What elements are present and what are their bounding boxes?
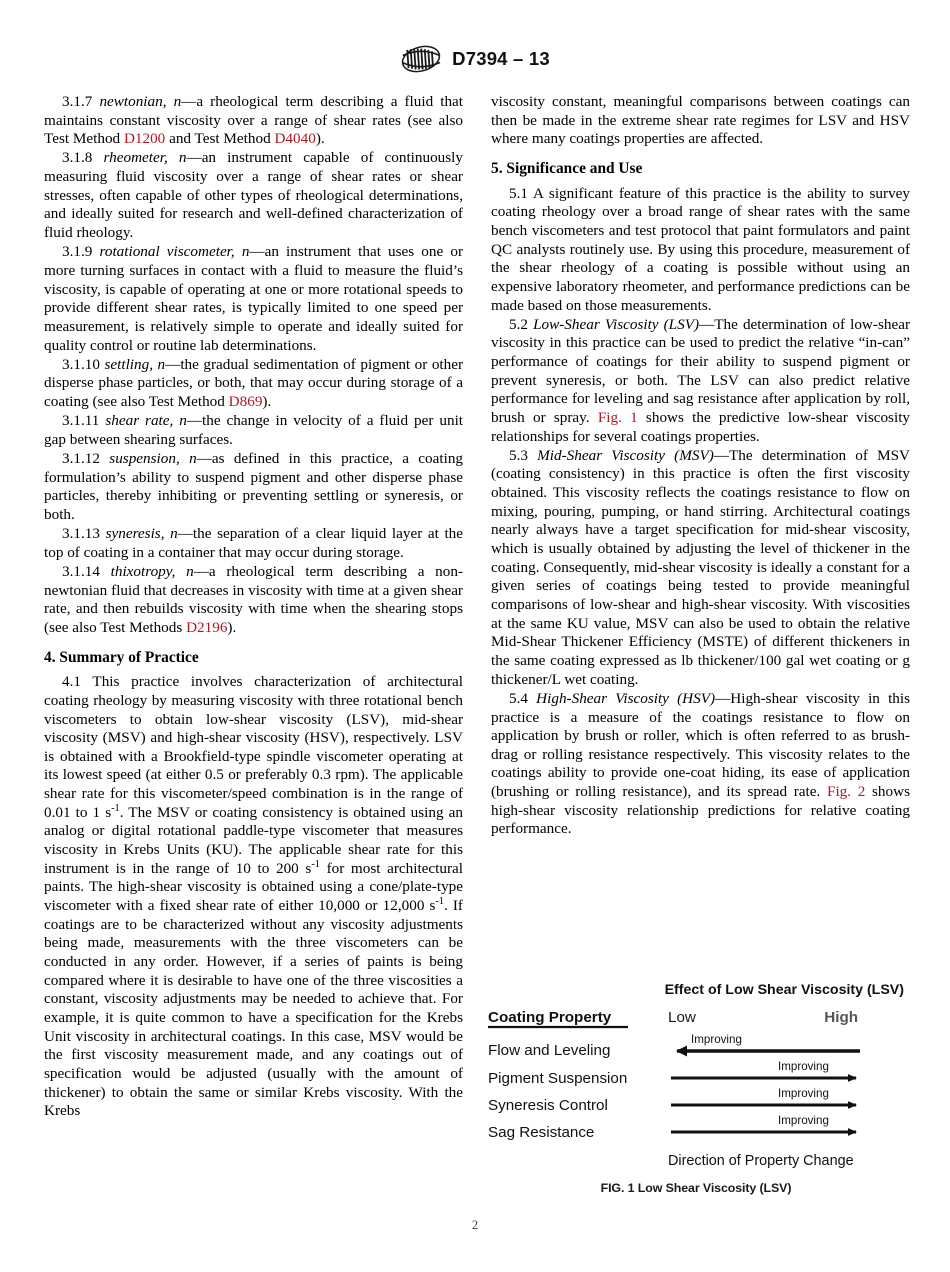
para-number: 3.1.11 — [62, 412, 100, 430]
defined-term: thixotropy, n — [110, 562, 194, 580]
para-number: 5.2 — [509, 315, 528, 333]
astm-logo-icon — [400, 44, 442, 74]
row-arrow-label-1: Improving — [778, 1060, 829, 1073]
defined-term: newtonian, n — [99, 93, 182, 110]
figure-column-header: Coating Property — [488, 1009, 612, 1026]
defined-term: settling, n — [104, 355, 166, 373]
superscript-exponent: -1 — [435, 896, 445, 907]
figure-1 — [486, 975, 906, 1195]
row-label-2: Syneresis Control — [488, 1097, 608, 1114]
figure-footer-label: Direction of Property Change — [668, 1153, 854, 1169]
axis-high-label: High — [824, 1009, 858, 1026]
standard-ref-link[interactable]: D4040 — [274, 130, 316, 148]
figure-title: Effect of Low Shear Viscosity (LSV) — [664, 982, 904, 998]
para-text: —an instrument that uses one or more turning surfaces in contact with a fluid to measure the fluid’s viscosity, is capable of operating at one or more rotational speeds to provide different shear rates, is typically limited to one speed per measurement, is relatively simple to operate and ideally suited for quality control or routine lab determinations. — [44, 243, 464, 354]
para-number: 3.1.9 — [62, 243, 93, 261]
paragraph-3-1-14 — [44, 563, 463, 638]
section-heading-4: 4. Summary of Practice — [44, 648, 199, 666]
lsv-diagram — [486, 975, 906, 1175]
row-label-0: Flow and Leveling — [488, 1042, 611, 1059]
paragraph-continuation: viscosity constant, meaningful comparisons between coatings can then be made in the extreme shear rate regimes for LSV and HSV where many coatings properties are affected. — [491, 93, 910, 148]
paragraph-5-3 — [491, 447, 910, 690]
para-number: 5.1 — [509, 184, 528, 202]
defined-term: Mid-Shear Viscosity (MSV) — [537, 446, 714, 464]
section-heading-5: 5. Significance and Use — [491, 159, 643, 177]
defined-term: shear rate, n — [105, 412, 187, 430]
para-text: shows high-shear viscosity relationship predictions for relative coating performance. — [491, 783, 910, 838]
right-column — [491, 93, 910, 1121]
figure-ref-link[interactable]: Fig. 2 — [827, 783, 866, 801]
para-text: ). — [262, 393, 272, 410]
paragraph-3-1-7 — [44, 93, 463, 149]
para-text: shows the predictive low-shear viscosity relationships for several coatings properties. — [491, 409, 911, 445]
defined-term: syneresis, n — [105, 525, 178, 543]
para-text: —the gradual sedimentation of pigment or other disperse phase particles, or both, that may occur during storage of a coating (see also Test Method — [44, 355, 464, 410]
para-text: —High-shear viscosity in this practice is a measure of the coatings resistance to flow on application by brush or roller, which is often referred to as brush-drag or rolling resistance respectively. This viscosity relates to the coatings ability to provide one-coat hiding, its ease of application (brushing or rolling resistance), and its spread rate. — [491, 689, 911, 801]
superscript-exponent: -1 — [311, 858, 320, 870]
standard-ref-link[interactable]: D2196 — [186, 618, 228, 636]
page-number: 2 — [471, 1218, 479, 1232]
para-text: —The determination of low-shear viscosity in this practice can be used to predict the relative “in-can” performance of coatings for their ability to suspend pigment or prevent syneresis, or both. The LSV can also predict relative performance for leveling and sag resistance after application by roll, brush or spray. — [491, 315, 911, 426]
paragraph-4-1 — [44, 673, 463, 1121]
para-number: 3.1.14 — [62, 562, 100, 580]
paragraph-3-1-12 — [44, 450, 463, 525]
figure-caption: FIG. 1 Low Shear Viscosity (LSV) — [600, 1181, 792, 1195]
paragraph-3-1-9 — [44, 243, 463, 355]
para-text: ). — [315, 130, 325, 148]
para-number: 3.1.13 — [62, 525, 100, 543]
para-text: and Test Method — [165, 130, 275, 148]
paragraph-3-1-11 — [44, 412, 463, 449]
two-column-body — [44, 93, 910, 1121]
paragraph-3-1-8 — [44, 149, 463, 242]
document-designation: D7394 – 13 — [452, 48, 550, 69]
para-text: —the separation of a clear liquid layer at the top of coating in a container that may occur during storage. — [44, 525, 463, 561]
left-column — [44, 93, 463, 1121]
row-arrow-label-3: Improving — [778, 1114, 829, 1127]
defined-term: High-Shear Viscosity (HSV) — [536, 689, 716, 707]
para-number: 5.3 — [509, 446, 528, 464]
figure-ref-link[interactable]: Fig. 1 — [597, 409, 638, 426]
para-text: ). — [227, 618, 237, 636]
para-number: 3.1.8 — [62, 149, 93, 167]
superscript-exponent: -1 — [111, 802, 120, 814]
paragraph-3-1-13 — [44, 525, 463, 562]
page-header — [0, 44, 950, 74]
para-text: —as defined in this practice, a coating formulation’s ability to suspend pigment and other disperse phase particles, thereby inhibiting or preventing settling or syneresis, or both. — [44, 449, 464, 523]
para-text: —an instrument capable of continuously measuring fluid viscosity over a range of shear rates or shear stresses, often capable of other types of rheological determinations, and ideally suited for research and well-defined characterization of fluid rheology. — [44, 149, 463, 242]
para-number: 3.1.12 — [62, 449, 100, 467]
paragraph-5-1 — [491, 185, 910, 316]
paragraph-5-2 — [491, 316, 910, 447]
standard-ref-link[interactable]: D869 — [228, 393, 263, 410]
para-text: A significant feature of this practice is the ability to survey coating rheology over a broad range of shear rates with the same bench viscometers and test protocol that paint formulators and paint QC analysts routinely use. By using this procedure, measurement of the shear rheology of a coating is possible without using an expensive laboratory rheometer, and performance predictions can be made based on those measurements. — [491, 184, 910, 314]
para-number: 3.1.7 — [62, 93, 93, 110]
paragraph-3-1-10 — [44, 356, 463, 412]
para-number: 5.4 — [509, 689, 528, 707]
row-label-3: Sag Resistance — [488, 1124, 595, 1141]
para-number: 3.1.10 — [62, 355, 100, 373]
paragraph-5-4 — [491, 690, 910, 839]
axis-low-label: Low — [668, 1009, 696, 1026]
row-arrow-label-0: Improving — [691, 1033, 742, 1046]
row-arrow-label-2: Improving — [778, 1087, 829, 1100]
para-text: —a rheological term describing a non-newtonian fluid that decreases in viscosity with time at a given shear rate, and then rebuilds viscosity with time when the shearing stops (see also Test Methods — [44, 562, 464, 636]
para-text: —The determination of MSV (coating consistency) in this practice is often the first viscosity obtained. This viscosity reflects the coatings resistance to flow on mixing, pouring, pumping, or hand stirring. Architectural coatings nearly always have a target specification for mid-shear viscosity, which is usually obtained by adjusting the level of thickener in the coating. Consequently, mid-shear viscosity is ideally a constant for a given series of coatings being tested to provide meaningful comparisons of low-shear and high-shear viscosity. With viscosities at the same KU value, MSV can also be used to obtain the relative Mid-Shear Thickener Efficiency (MSTE) of different thickeners in the same coating expressed as lb thickener/100 gal wet coating or g thickener/L wet coating. — [491, 446, 911, 688]
para-number: 4.1 — [62, 673, 81, 691]
standard-ref-link[interactable]: D1200 — [123, 130, 166, 148]
para-text: for most architectural paints. The high-shear viscosity is obtained using a cone/plate-type viscometer with a fixed shear rate of either 10,000 or 12,000 s — [44, 859, 463, 915]
para-text: —a rheological term describing a fluid that maintains constant viscosity over a range of shear rates (see also Test Method — [44, 93, 464, 148]
defined-term: rheometer, n — [103, 149, 187, 167]
para-text: . If coatings are to be characterized without any viscosity adjustments being made, measurements with the three viscometers can be conducted in any order. However, if a series of paints is being compared where it is desirable to have one of the three viscosities a constant, viscosity adjustments may be needed to achieve that. For example, it is quite common to have a specification for the Krebs Unit viscosity in architectural coatings. In this case, MSV would be the first viscosity measurement made, and any coatings out of specification would be adjusted (usually with the amount of thickener) to obtain the same or similar Krebs viscosity. With the Krebs — [44, 897, 463, 1120]
para-text: —the change in velocity of a fluid per unit gap between shearing surfaces. — [44, 412, 464, 448]
defined-term: suspension, n — [109, 449, 197, 467]
defined-term: Low-Shear Viscosity (LSV) — [533, 315, 700, 333]
para-text: . The MSV or coating consistency is obtained using an analog or digital rotational paddle-type viscometer that measures viscosity in Krebs Units (KU). The applicable shear rate for this instrument is in the range of 10 to 200 s — [44, 803, 463, 877]
defined-term: rotational viscometer, n — [99, 243, 250, 261]
row-label-1: Pigment Suspension — [488, 1070, 628, 1087]
para-text: This practice involves characterization of architectural coating rheology by measuring viscosity with three rotational bench viscometers to obtain low-shear viscosity (LSV), mid-shear viscosity (MSV) and high-shear viscosity (HSV), respectively. LSV is obtained with a Brookfield-type spindle viscometer operating at its lowest speed (at either 0.5 or preferably 0.3 rpm). The applicable shear rate for this viscometer/speed combination is in the range of 0.01 to 1 s — [44, 673, 463, 821]
